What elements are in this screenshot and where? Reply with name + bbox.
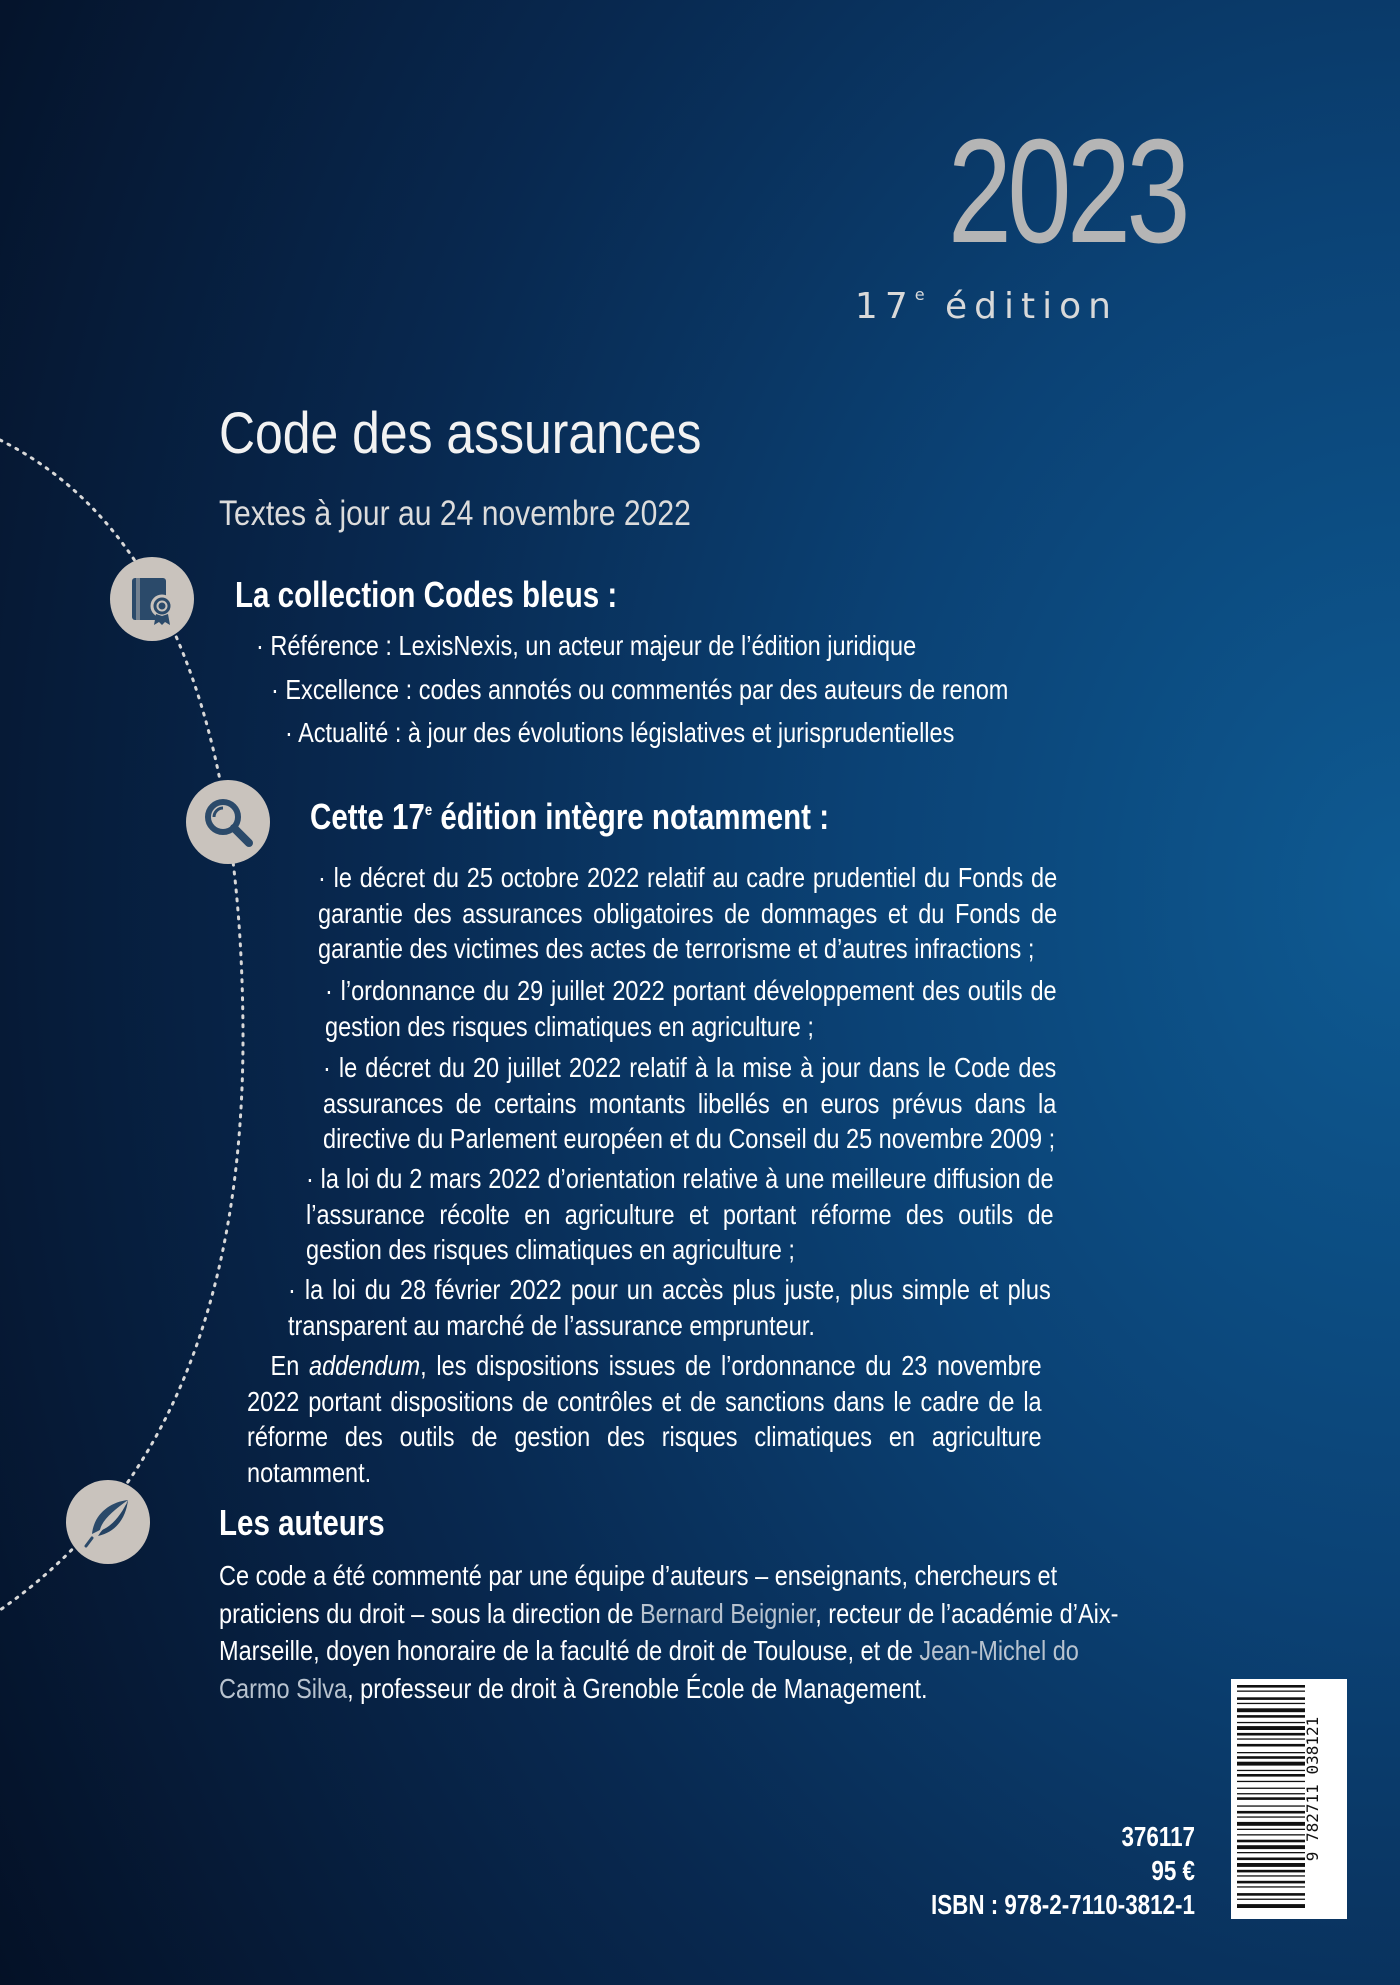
addendum-paragraph: En addendum, les dispositions issues de l’ordonnance du 23 novembre 2022 portant dispositions de contrôles et de sanctions dans le cadre de la réforme des outils de gestion des risques climatiques en agriculture notamment. (247, 1350, 1042, 1488)
quill-feather-icon (66, 1480, 150, 1564)
edition-year: 2023 (947, 109, 1186, 274)
authors-heading: Les auteurs (219, 1502, 385, 1543)
book-subtitle: Textes à jour au 24 novembre 2022 (219, 494, 691, 533)
author-name: Jean-Michel do Carmo Silva (219, 1635, 1079, 1704)
edition-note-item: · l’ordonnance du 29 juillet 2022 portant développement des outils de gestion des risques climatiques en agriculture ; (325, 975, 1057, 1042)
edition-note-item: · le décret du 20 juillet 2022 relatif à la mise à jour dans le Code des assurances de certains montants libellés en euros prévus dans la directive du Parlement européen et du Conseil du 25 novembre 2009 ; (323, 1052, 1057, 1154)
product-info (931, 1820, 1195, 1922)
barcode (1231, 1679, 1347, 1919)
author-name: Bernard Beignier (639, 1597, 816, 1629)
product-code: 376117 (1121, 1821, 1195, 1852)
barcode-digits: 9 782711 038121 (1303, 1716, 1322, 1862)
collection-heading: La collection Codes bleus : (235, 574, 618, 615)
edition-notes-heading: Cette 17e édition intègre notamment : (310, 796, 830, 837)
book-certificate-icon (110, 557, 194, 641)
edition-label: 17e édition (854, 285, 1118, 327)
edition-note-item: · la loi du 2 mars 2022 d’orientation relative à une meilleure diffusion de l’assurance récolte en agriculture et portant réforme des outils de gestion des risques climatiques en agriculture ; (306, 1163, 1054, 1265)
collection-item: · Référence : LexisNexis, un acteur majeur de l’édition juridique (256, 630, 917, 661)
authors-paragraph: Ce code a été commenté par une équipe d’auteurs – enseignants, chercheurs et praticiens du droit – sous la direction de Bernard Beignier, recteur de l’académie d’Aix-Marseille, doyen honoraire de la faculté de droit de Toulouse, et de Jean-Michel do Carmo Silva, professeur de droit à Grenoble École de Management. (219, 1560, 1119, 1704)
isbn: ISBN : 978-2-7110-3812-1 (931, 1889, 1195, 1920)
book-title: Code des assurances (219, 401, 702, 466)
magnifier-icon (186, 780, 270, 864)
collection-item: · Actualité : à jour des évolutions législatives et jurisprudentielles (285, 717, 955, 748)
edition-note-item: · le décret du 25 octobre 2022 relatif au cadre prudentiel du Fonds de garantie des assurances obligatoires de dommages et du Fonds de garantie des victimes des actes de terrorisme et d’autres infractions ; (318, 862, 1058, 964)
price: 95 € (1151, 1855, 1195, 1886)
edition-note-item: · la loi du 28 février 2022 pour un accès plus juste, plus simple et plus transparent au marché de l’assurance emprunteur. (288, 1274, 1051, 1341)
collection-item: · Excellence : codes annotés ou commentés par des auteurs de renom (271, 674, 1009, 705)
